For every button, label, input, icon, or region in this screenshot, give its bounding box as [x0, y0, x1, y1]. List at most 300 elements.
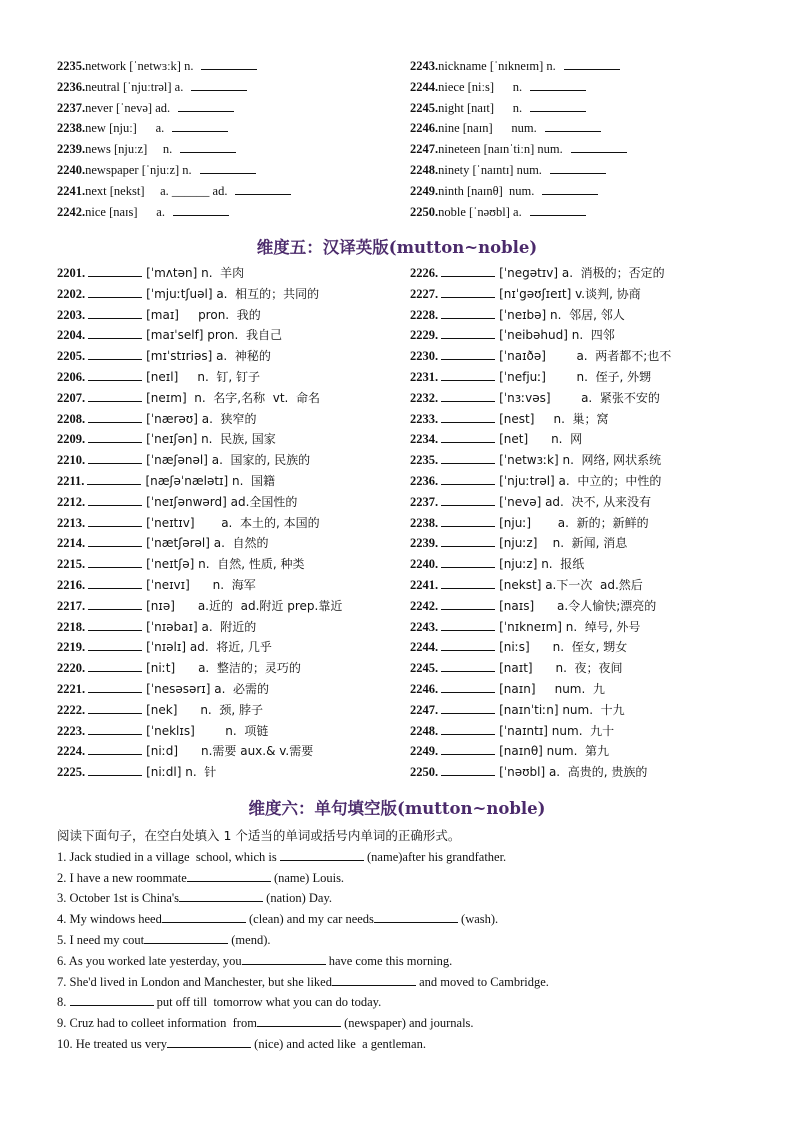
- translation-text: [ˈnefjuː] n. 侄子, 外甥: [499, 369, 652, 384]
- answer-blank[interactable]: [191, 77, 247, 91]
- translation-text: [ˈneɪʃən] n. 民族, 国家: [146, 432, 276, 447]
- translation-row: [57, 762, 407, 783]
- sentence-row: [57, 992, 757, 1013]
- vocab-entry-text: ninth [naɪnθ] num.: [438, 183, 535, 198]
- answer-blank[interactable]: [88, 596, 142, 610]
- vocab-entry-text: niece [niːs] n.: [438, 79, 523, 94]
- translation-row: [410, 492, 760, 513]
- vocab-entry-text: new [njuː] a.: [85, 121, 165, 136]
- answer-blank[interactable]: [235, 181, 291, 195]
- top-left-vocab-list: [57, 56, 397, 222]
- answer-blank[interactable]: [88, 513, 142, 527]
- answer-blank[interactable]: [88, 554, 142, 568]
- translation-text: [ˈneɪtɪv] a. 本土的, 本国的: [146, 515, 320, 530]
- translation-row: [410, 305, 760, 326]
- translation-row: [57, 617, 407, 638]
- answer-blank[interactable]: [441, 679, 495, 693]
- sentence-end: have come this morning.: [325, 953, 453, 968]
- item-number: 2239.: [410, 536, 439, 551]
- answer-blank[interactable]: [88, 637, 142, 651]
- translation-row: [57, 492, 407, 513]
- answer-blank[interactable]: [88, 741, 142, 755]
- mid-left-translation-list: [57, 263, 407, 783]
- translation-row: [57, 679, 407, 700]
- vocab-entry-text: newspaper [ˈnjuːz] n.: [85, 162, 192, 177]
- vocab-row: [57, 118, 397, 139]
- translation-row: [57, 263, 407, 284]
- item-number: 2207.: [57, 390, 86, 405]
- answer-blank[interactable]: [88, 450, 142, 464]
- translation-text: [ˈneklɪs] n. 项链: [146, 723, 269, 738]
- item-number: 2218.: [57, 619, 86, 634]
- item-number: 2216.: [57, 577, 86, 592]
- vocab-entry-text: noble [ˈnəʊbl] a.: [438, 204, 522, 219]
- sentence-end: (name)after his grandfather.: [363, 849, 507, 864]
- item-number: 2222.: [57, 702, 86, 717]
- translation-text: [nɪˈgəʊʃɪeɪt] v.谈判, 协商: [499, 286, 641, 301]
- translation-text: [ˈnærəʊ] a. 狭窄的: [146, 411, 257, 426]
- translation-row: [57, 450, 407, 471]
- item-number: 2229.: [410, 328, 439, 343]
- sentence-start: 1. Jack studied in a village school, which is: [57, 849, 280, 864]
- item-number: 2224.: [57, 744, 86, 759]
- translation-row: [410, 346, 760, 367]
- translation-text: [naɪnˈtiːn] num. 十九: [499, 702, 625, 717]
- translation-text: [mɪˈstɪriəs] a. 神秘的: [146, 349, 271, 364]
- translation-text: [ˈnevə] ad. 决不, 从来没有: [499, 494, 652, 509]
- answer-blank[interactable]: [441, 721, 495, 735]
- translation-row: [410, 658, 760, 679]
- item-number: 2204.: [57, 328, 86, 343]
- item-number: 2246.: [410, 121, 439, 136]
- translation-text: [ˈneɪtʃə] n. 自然, 性质, 种类: [146, 557, 305, 572]
- item-number: 2250.: [410, 765, 439, 780]
- answer-blank[interactable]: [88, 617, 142, 631]
- translation-row: [57, 305, 407, 326]
- answer-blank[interactable]: [88, 700, 142, 714]
- item-number: 2238.: [57, 121, 86, 136]
- translation-text: [naɪn] num. 九: [499, 681, 605, 696]
- answer-blank[interactable]: [88, 492, 142, 506]
- item-number: 2237.: [57, 100, 86, 115]
- sentence-start: 2. I have a new roommate: [57, 870, 187, 885]
- translation-row: [410, 409, 760, 430]
- translation-row: [410, 637, 760, 658]
- item-number: 2243.: [410, 59, 439, 73]
- translation-text: [ˈneibəhud] n. 四邻: [499, 328, 615, 343]
- translation-text: [ˈnetwɜːk] n. 网络, 网状系统: [499, 453, 662, 468]
- translation-row: [57, 700, 407, 721]
- answer-blank[interactable]: [441, 575, 495, 589]
- translation-text: [ˈnɪəlɪ] ad. 将近, 几乎: [146, 640, 272, 655]
- sentence-exercise-list: [57, 826, 757, 1055]
- translation-text: [neɪl] n. 钉, 钉子: [146, 369, 261, 384]
- sentence-row: [57, 1013, 757, 1034]
- answer-blank[interactable]: [441, 284, 495, 298]
- translation-row: [410, 762, 760, 783]
- item-number: 2213.: [57, 515, 86, 530]
- answer-blank[interactable]: [88, 263, 142, 277]
- item-number: 2211.: [57, 473, 85, 488]
- item-number: 2238.: [410, 515, 439, 530]
- item-number: 2231.: [410, 369, 439, 384]
- answer-blank[interactable]: [88, 409, 142, 423]
- answer-blank[interactable]: [530, 98, 586, 112]
- answer-blank[interactable]: [441, 388, 495, 402]
- answer-blank[interactable]: [280, 847, 364, 861]
- sentence-row: [57, 972, 757, 993]
- translation-row: [57, 533, 407, 554]
- translation-text: [næʃəˈnælətɪ] n. 国籍: [145, 473, 276, 488]
- vocab-row: [410, 139, 750, 160]
- translation-row: [410, 533, 760, 554]
- translation-text: [niːdl] n. 针: [146, 765, 217, 780]
- answer-blank[interactable]: [172, 118, 228, 132]
- answer-blank[interactable]: [441, 741, 495, 755]
- sentence-row: [57, 951, 757, 972]
- vocab-entry-text: night [naɪt] n.: [438, 100, 523, 115]
- translation-text: [njuː] a. 新的；新鲜的: [499, 515, 649, 530]
- translation-row: [410, 679, 760, 700]
- sentence-end: (nice) and acted like a gentleman.: [251, 1036, 426, 1051]
- translation-row: [410, 575, 760, 596]
- item-number: 2244.: [410, 79, 439, 94]
- section-heading-6: 维度六：单句填空版(mutton~noble): [248, 799, 546, 818]
- item-number: 2217.: [57, 598, 86, 613]
- sentence-start: 7. She'd lived in London and Manchester, but she liked: [57, 974, 332, 989]
- translation-text: [ˈnaɪntɪ] num. 九十: [499, 723, 615, 738]
- translation-row: [57, 513, 407, 534]
- item-number: 2233.: [410, 411, 439, 426]
- item-number: 2246.: [410, 681, 439, 696]
- sentence-start: 4. My windows heed: [57, 912, 162, 927]
- sentence-end: (name) Louis.: [270, 870, 345, 885]
- translation-text: [naɪnθ] num. 第九: [499, 744, 610, 759]
- answer-blank[interactable]: [441, 513, 495, 527]
- answer-blank[interactable]: [88, 721, 142, 735]
- translation-row: [57, 471, 407, 492]
- translation-row: [57, 596, 407, 617]
- translation-text: [ˈnegətɪv] a. 消极的；否定的: [499, 266, 665, 280]
- item-number: 2235.: [57, 59, 86, 73]
- vocab-entry-text: ninety [ˈnaɪntɪ] num.: [438, 162, 542, 177]
- answer-blank[interactable]: [441, 325, 495, 339]
- sentence-start: 3. October 1st is China's: [57, 891, 180, 906]
- translation-row: [410, 596, 760, 617]
- item-number: 2235.: [410, 453, 439, 468]
- answer-blank[interactable]: [88, 575, 142, 589]
- vocab-row: [57, 77, 397, 98]
- item-number: 2230.: [410, 349, 439, 364]
- translation-row: [57, 325, 407, 346]
- section-heading-5: 维度五：汉译英版(mutton~noble): [256, 238, 538, 257]
- answer-blank[interactable]: [530, 77, 586, 91]
- item-number: 2206.: [57, 369, 86, 384]
- translation-text: [maɪˈself] pron. 我自己: [146, 328, 282, 343]
- answer-blank[interactable]: [70, 992, 154, 1006]
- answer-blank[interactable]: [542, 181, 598, 195]
- answer-blank[interactable]: [441, 492, 495, 506]
- sentence-end: (newspaper) and journals.: [340, 1016, 474, 1031]
- vocab-row: [410, 118, 750, 139]
- item-number: 2219.: [57, 640, 86, 655]
- mid-right-translation-list: [410, 263, 760, 783]
- translation-text: [ˈnæʃənəl] a. 国家的, 民族的: [146, 453, 311, 468]
- answer-blank[interactable]: [441, 450, 495, 464]
- sentence-start: 8.: [57, 995, 70, 1010]
- answer-blank[interactable]: [162, 909, 246, 923]
- translation-text: [nest] n. 巢；窝: [499, 411, 609, 426]
- answer-blank[interactable]: [441, 305, 495, 319]
- item-number: 2202.: [57, 286, 86, 301]
- translation-text: [niːs] n. 侄女, 甥女: [499, 640, 628, 655]
- translation-text: [ˈmʌtən] n. 羊肉: [146, 266, 245, 280]
- translation-row: [410, 721, 760, 742]
- answer-blank[interactable]: [441, 409, 495, 423]
- item-number: 2240.: [57, 162, 86, 177]
- sentence-end: (nation) Day.: [263, 891, 333, 906]
- translation-text: [ˈneɪbə] n. 邻居, 邻人: [499, 307, 625, 322]
- answer-blank[interactable]: [88, 762, 142, 776]
- vocab-row: [57, 98, 397, 119]
- translation-text: [ˈneɪʃənwərd] ad.全国性的: [146, 494, 298, 509]
- answer-blank[interactable]: [441, 367, 495, 381]
- translation-row: [410, 471, 760, 492]
- item-number: 2244.: [410, 640, 439, 655]
- answer-blank[interactable]: [144, 930, 228, 944]
- vocab-row: [410, 202, 750, 223]
- vocab-row: [57, 139, 397, 160]
- answer-blank[interactable]: [201, 56, 257, 70]
- sentence-end: and moved to Cambridge.: [415, 974, 549, 989]
- translation-row: [410, 325, 760, 346]
- answer-blank[interactable]: [332, 972, 416, 986]
- answer-blank[interactable]: [441, 762, 495, 776]
- instruction-text: 阅读下面句子，在空白处填入 1 个适当的单词或括号内单词的正确形式。: [57, 828, 461, 843]
- translation-text: [nek] n. 颈, 脖子: [146, 702, 263, 717]
- vocab-entry-text: news [njuːz] n.: [85, 142, 173, 157]
- answer-blank[interactable]: [88, 284, 142, 298]
- translation-text: [ˈnɪəbaɪ] a. 附近的: [146, 619, 257, 634]
- answer-blank[interactable]: [550, 160, 606, 174]
- sentence-row: [57, 847, 757, 868]
- item-number: 2223.: [57, 723, 86, 738]
- sentence-start: 10. He treated us very: [57, 1036, 168, 1051]
- translation-row: [57, 429, 407, 450]
- item-number: 2227.: [410, 286, 439, 301]
- item-number: 2225.: [57, 765, 86, 780]
- answer-blank[interactable]: [441, 637, 495, 651]
- answer-blank[interactable]: [88, 346, 142, 360]
- answer-blank[interactable]: [441, 617, 495, 631]
- answer-blank[interactable]: [257, 1013, 341, 1027]
- translation-text: [ˈnaɪðə] a. 两者都不;也不: [499, 349, 672, 364]
- translation-text: [ˈnjuːtrəl] a. 中立的；中性的: [499, 473, 662, 488]
- item-number: 2234.: [410, 432, 439, 447]
- item-number: 2248.: [410, 162, 439, 177]
- answer-blank[interactable]: [441, 346, 495, 360]
- translation-row: [57, 284, 407, 305]
- translation-row: [57, 721, 407, 742]
- translation-text: [niːt] a. 整洁的；灵巧的: [146, 661, 301, 676]
- vocab-row: [57, 181, 397, 202]
- answer-blank[interactable]: [173, 202, 229, 216]
- answer-blank[interactable]: [441, 658, 495, 672]
- answer-blank[interactable]: [441, 263, 495, 277]
- item-number: 2232.: [410, 390, 439, 405]
- translation-row: [410, 554, 760, 575]
- item-number: 2250.: [410, 204, 439, 219]
- vocab-entry-text: nineteen [naɪnˈtiːn] num.: [438, 142, 563, 157]
- answer-blank[interactable]: [88, 533, 142, 547]
- item-number: 2236.: [57, 79, 86, 94]
- answer-blank[interactable]: [441, 554, 495, 568]
- translation-text: [njuːz] n. 报纸: [499, 557, 585, 572]
- answer-blank[interactable]: [441, 700, 495, 714]
- answer-blank[interactable]: [180, 139, 236, 153]
- translation-row: [57, 658, 407, 679]
- vocab-entry-text: next [nekst] a. ______ ad.: [85, 183, 228, 198]
- translation-row: [57, 554, 407, 575]
- item-number: 2221.: [57, 681, 86, 696]
- vocab-entry-text: never [ˈnevə] ad.: [85, 100, 171, 115]
- answer-blank[interactable]: [187, 868, 271, 882]
- top-right-vocab-list: [410, 56, 750, 222]
- vocab-entry-text: nine [naɪn] num.: [438, 121, 537, 136]
- answer-blank[interactable]: [374, 909, 458, 923]
- translation-text: [nɪə] a.近的 ad.附近 prep.靠近: [146, 598, 343, 613]
- answer-blank[interactable]: [564, 56, 620, 70]
- item-number: 2241.: [410, 577, 439, 592]
- item-number: 2215.: [57, 557, 86, 572]
- translation-row: [57, 741, 407, 762]
- translation-row: [57, 367, 407, 388]
- vocab-entry-text: nickname [ˈnɪkneɪm] n.: [438, 59, 556, 73]
- answer-blank[interactable]: [441, 596, 495, 610]
- translation-row: [410, 284, 760, 305]
- item-number: 2239.: [57, 142, 86, 157]
- sentence-row: [57, 909, 757, 930]
- vocab-entry-text: neutral [ˈnjuːtrəl] a.: [85, 79, 184, 94]
- sentence-end: (mend).: [228, 932, 271, 947]
- vocab-row: [410, 56, 750, 77]
- item-number: 2245.: [410, 661, 439, 676]
- translation-row: [410, 450, 760, 471]
- item-number: 2249.: [410, 744, 439, 759]
- vocab-row: [410, 181, 750, 202]
- answer-blank[interactable]: [88, 429, 142, 443]
- item-number: 2248.: [410, 723, 439, 738]
- vocab-row: [410, 77, 750, 98]
- answer-blank[interactable]: [571, 139, 627, 153]
- translation-text: [ˈnɜːvəs] a. 紧张不安的: [499, 390, 660, 405]
- sentence-row: [57, 888, 757, 909]
- translation-text: [ˈmjuːtʃuəl] a. 相互的；共同的: [146, 286, 320, 301]
- item-number: 2209.: [57, 432, 86, 447]
- answer-blank[interactable]: [88, 367, 142, 381]
- vocab-row: [57, 56, 397, 77]
- translation-row: [57, 575, 407, 596]
- vocab-entry-text: nice [naɪs] a.: [85, 204, 165, 219]
- sentence-start: 6. As you worked late yesterday, you: [57, 953, 242, 968]
- answer-blank[interactable]: [87, 471, 141, 485]
- translation-row: [410, 263, 760, 284]
- answer-blank[interactable]: [88, 325, 142, 339]
- sentence-row: [57, 868, 757, 889]
- translation-row: [410, 513, 760, 534]
- translation-row: [410, 388, 760, 409]
- item-number: 2237.: [410, 494, 439, 509]
- translation-text: [njuːz] n. 新闻, 消息: [499, 536, 628, 551]
- item-number: 2205.: [57, 349, 86, 364]
- translation-text: [ˈnætʃərəl] a. 自然的: [146, 536, 269, 551]
- translation-text: [net] n. 网: [499, 432, 583, 447]
- translation-text: [maɪ] pron. 我的: [146, 307, 261, 322]
- translation-row: [410, 367, 760, 388]
- answer-blank[interactable]: [88, 388, 142, 402]
- sentence-end: put off till tomorrow what you can do today.: [153, 995, 382, 1010]
- translation-row: [410, 741, 760, 762]
- answer-blank[interactable]: [167, 1034, 251, 1048]
- answer-blank[interactable]: [545, 118, 601, 132]
- translation-text: [ˈnɪkneɪm] n. 绰号, 外号: [499, 619, 641, 634]
- item-number: 2210.: [57, 453, 86, 468]
- sentence-row: [57, 1034, 757, 1055]
- item-number: 2241.: [57, 183, 86, 198]
- item-number: 2247.: [410, 702, 439, 717]
- translation-row: [57, 388, 407, 409]
- answer-blank[interactable]: [179, 888, 263, 902]
- sentence-start: 9. Cruz had to colleet information from: [57, 1016, 257, 1031]
- vocab-entry-text: network [ˈnetwɜːk] n.: [85, 59, 194, 73]
- answer-blank[interactable]: [242, 951, 326, 965]
- translation-row: [57, 637, 407, 658]
- translation-text: [naɪt] n. 夜；夜间: [499, 661, 623, 676]
- sentence-end: (clean) and my car needs: [245, 912, 374, 927]
- answer-blank[interactable]: [178, 98, 234, 112]
- vocab-row: [410, 98, 750, 119]
- item-number: 2226.: [410, 266, 439, 280]
- item-number: 2214.: [57, 536, 86, 551]
- item-number: 2212.: [57, 494, 86, 509]
- answer-blank[interactable]: [88, 305, 142, 319]
- answer-blank[interactable]: [200, 160, 256, 174]
- sentence-row: [57, 930, 757, 951]
- translation-text: [ˈnesəsərɪ] a. 必需的: [146, 681, 270, 696]
- item-number: 2208.: [57, 411, 86, 426]
- item-number: 2201.: [57, 266, 86, 280]
- answer-blank[interactable]: [441, 429, 495, 443]
- sentence-start: 5. I need my cout: [57, 932, 145, 947]
- translation-text: [neɪm] n. 名字,名称 vt. 命名: [146, 390, 320, 405]
- answer-blank[interactable]: [88, 658, 142, 672]
- translation-row: [57, 346, 407, 367]
- item-number: 2249.: [410, 183, 439, 198]
- translation-text: [ˈnəʊbl] a. 高贵的, 贵族的: [499, 765, 648, 780]
- vocab-row: [57, 202, 397, 223]
- answer-blank[interactable]: [530, 202, 586, 216]
- vocab-row: [57, 160, 397, 181]
- translation-row: [410, 429, 760, 450]
- answer-blank[interactable]: [88, 679, 142, 693]
- item-number: 2240.: [410, 557, 439, 572]
- answer-blank[interactable]: [441, 533, 495, 547]
- translation-text: [nekst] a.下一次 ad.然后: [499, 577, 643, 592]
- answer-blank[interactable]: [441, 471, 495, 485]
- item-number: 2242.: [57, 204, 86, 219]
- translation-text: [niːd] n.需要 aux.& v.需要: [146, 744, 314, 759]
- item-number: 2203.: [57, 307, 86, 322]
